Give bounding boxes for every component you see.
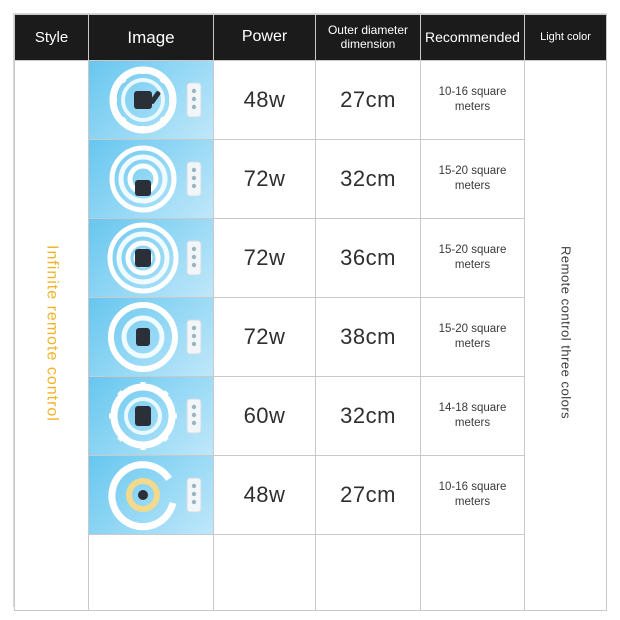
diameter-value: 38cm bbox=[316, 298, 421, 377]
header-outer-diameter: Outer diameter dimension bbox=[316, 15, 421, 61]
power-value: 72w bbox=[214, 298, 316, 377]
power-value: 72w bbox=[214, 219, 316, 298]
led-ceiling-lamp-module-spiral-icon bbox=[89, 140, 213, 218]
recommended-value: 14-18 square meters bbox=[421, 377, 525, 456]
power-value: 60w bbox=[214, 377, 316, 456]
power-value: 48w bbox=[214, 61, 316, 140]
header-style: Style bbox=[15, 15, 89, 61]
product-image-cell bbox=[89, 219, 214, 298]
table-row bbox=[15, 377, 607, 456]
light-color-merged-cell bbox=[525, 61, 607, 611]
empty-power-cell bbox=[214, 535, 316, 611]
recommended-value: 15-20 square meters bbox=[421, 140, 525, 219]
header-power: Power bbox=[214, 15, 316, 61]
table-header bbox=[15, 15, 607, 61]
product-image-cell bbox=[89, 140, 214, 219]
product-image-cell bbox=[89, 61, 214, 140]
table-row bbox=[15, 456, 607, 535]
table-row bbox=[15, 219, 607, 298]
table-row bbox=[15, 61, 607, 140]
diameter-value: 36cm bbox=[316, 219, 421, 298]
diameter-value: 32cm bbox=[316, 140, 421, 219]
recommended-value: 15-20 square meters bbox=[421, 219, 525, 298]
diameter-value: 27cm bbox=[316, 61, 421, 140]
header-row bbox=[15, 15, 607, 61]
product-image-cell bbox=[89, 456, 214, 535]
led-ceiling-lamp-module-spiral-wide-icon bbox=[89, 219, 213, 297]
table-row bbox=[15, 140, 607, 219]
table-body bbox=[15, 61, 607, 611]
recommended-value: 10-16 square meters bbox=[421, 61, 525, 140]
diameter-value: 32cm bbox=[316, 377, 421, 456]
style-merged-cell bbox=[15, 61, 89, 611]
led-ceiling-lamp-module-double-ring-icon bbox=[89, 298, 213, 376]
header-image: Image bbox=[89, 15, 214, 61]
product-image-cell bbox=[89, 377, 214, 456]
power-value: 72w bbox=[214, 140, 316, 219]
diameter-value: 27cm bbox=[316, 456, 421, 535]
led-ceiling-lamp-module-gear-ring-icon bbox=[89, 61, 213, 139]
recommended-value: 10-16 square meters bbox=[421, 456, 525, 535]
led-ceiling-lamp-module-sun-ring-icon bbox=[89, 377, 213, 455]
light-color-label: Remote control three colors bbox=[558, 246, 574, 420]
table-row bbox=[15, 298, 607, 377]
empty-diameter-cell bbox=[316, 535, 421, 611]
product-image-cell bbox=[89, 298, 214, 377]
empty-image-cell bbox=[89, 535, 214, 611]
power-value: 48w bbox=[214, 456, 316, 535]
specification-table bbox=[14, 14, 607, 611]
table-row-empty bbox=[15, 535, 607, 611]
header-recommended: Recommended bbox=[421, 15, 525, 61]
style-label: Infinite remote control bbox=[43, 244, 61, 422]
recommended-value: 15-20 square meters bbox=[421, 298, 525, 377]
empty-recommended-cell bbox=[421, 535, 525, 611]
header-light-color: Light color bbox=[525, 15, 607, 61]
led-ceiling-lamp-module-c-ring-icon bbox=[89, 456, 213, 534]
